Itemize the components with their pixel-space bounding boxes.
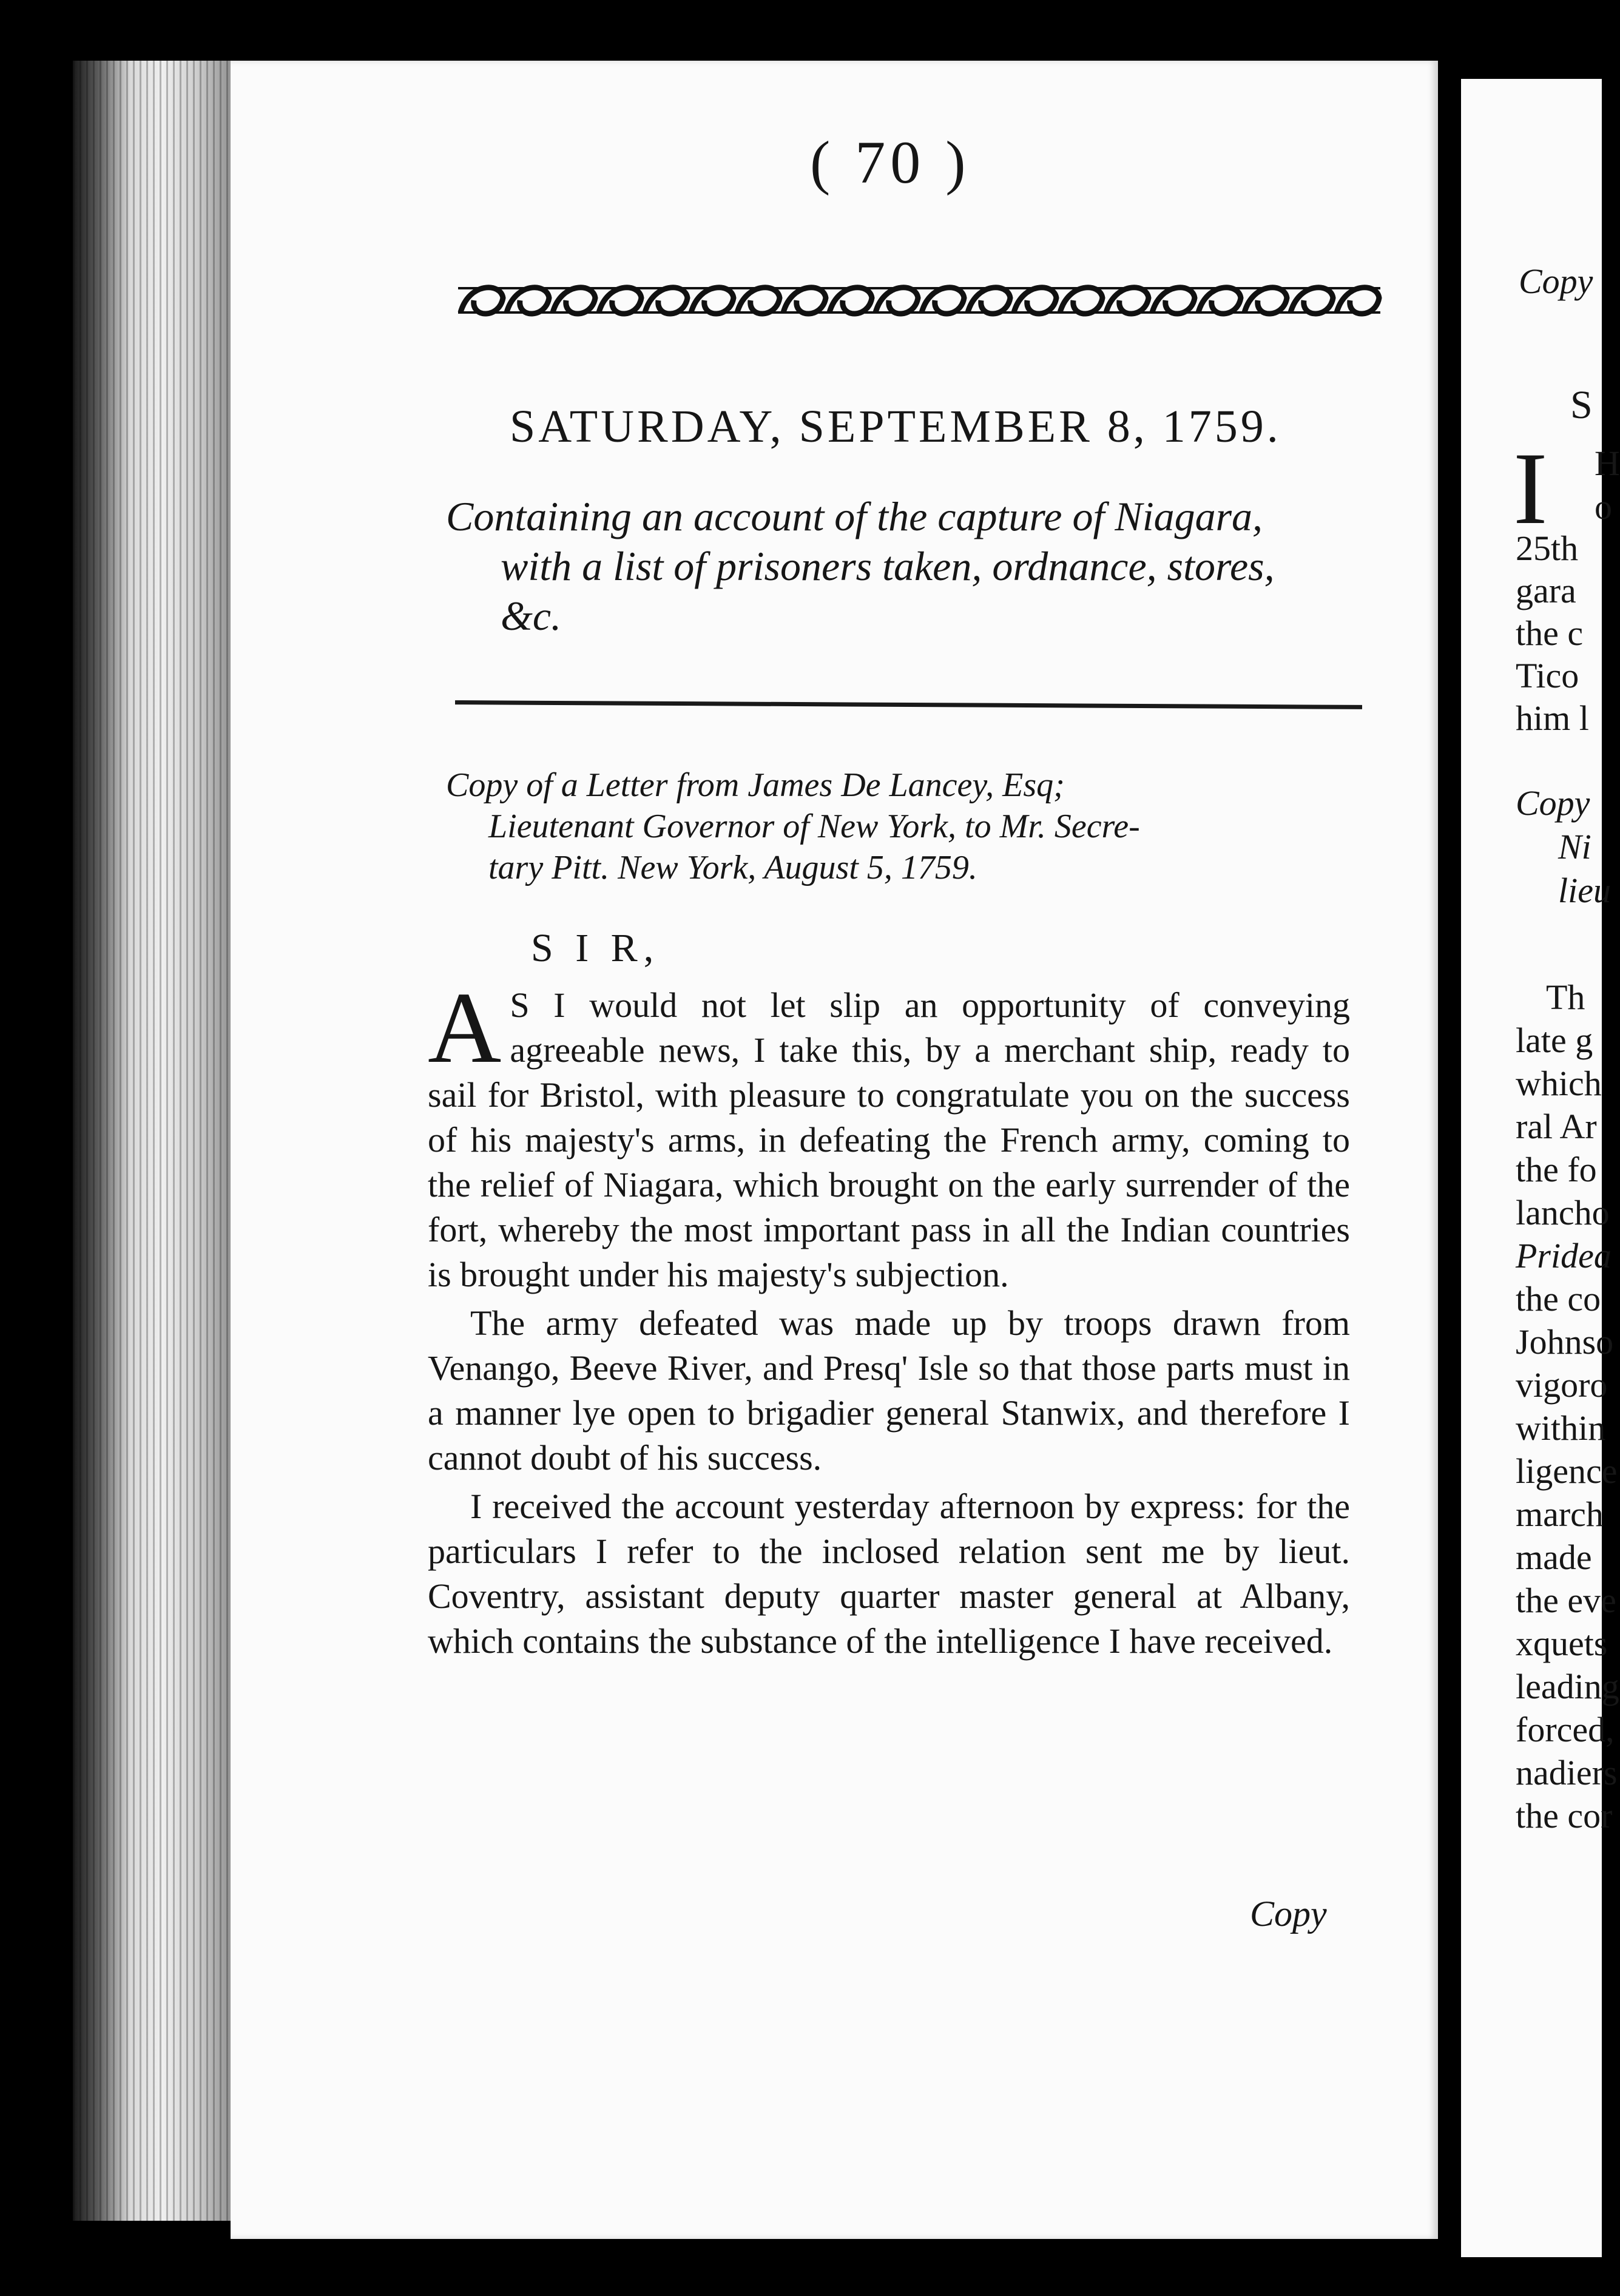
- date-heading: SATURDAY, SEPTEMBER 8, 1759.: [510, 401, 1281, 452]
- facing-page-header: Copy: [1519, 262, 1593, 301]
- facing-page-line: the eve: [1516, 1581, 1616, 1620]
- facing-page-line: late g: [1516, 1021, 1593, 1060]
- facing-page-line: xquets: [1516, 1624, 1608, 1663]
- paragraph: [428, 971, 1350, 1297]
- facing-page-line: march: [1516, 1494, 1604, 1534]
- facing-page-line: o: [1595, 487, 1612, 527]
- letter-intro-line: tary Pitt. New York, August 5, 1759.: [488, 849, 977, 886]
- catchword: Copy: [1250, 1894, 1327, 1934]
- letter-intro-line: Lieutenant Governor of New York, to Mr. Secre-: [488, 808, 1140, 845]
- facing-page-line: made: [1516, 1538, 1592, 1577]
- ornamental-border: [458, 276, 1380, 325]
- facing-page-line: forced,: [1516, 1710, 1615, 1749]
- page-number: ( 70 ): [810, 129, 971, 196]
- page-gutter: [1438, 79, 1461, 2257]
- letter-body: [428, 971, 1350, 1667]
- facing-page-line: nadiers: [1516, 1753, 1618, 1792]
- facing-page-line: lieu: [1558, 871, 1611, 910]
- facing-page-line: Johnso: [1516, 1322, 1614, 1362]
- facing-page: [1461, 79, 1620, 2257]
- paragraph-text: S I would not let slip an opportunity of conveying agreeable news, I take this, by a merchant ship, ready to sail for Bristol, with pleasure to congratulate you on the success of his majesty's arms, in defeating the French army, coming to the relief of Niagara, which brought on the early surrender of the fort, whereby the most important pass in all the Indian countries is brought under his majesty's subjection.: [428, 985, 1350, 1294]
- paragraph-text: The army defeated was made up by troops drawn from Venango, Beeve River, and Presq' Isle so that those parts must in a manner lye open to brigadier general Stanwix, and therefore I cannot doubt of his success.: [428, 1303, 1350, 1477]
- facing-page-line: the cor: [1516, 1796, 1613, 1835]
- subtitle-line: Containing an account of the capture of Niagara,: [446, 493, 1263, 539]
- paragraph-text: I received the account yesterday afternoon by express: for the particulars I refer to the inclosed relation sent me by lieut. Coventry, assistant deputy quarter master general at Albany, which contains the substance of the intelligence I have received.: [428, 1487, 1350, 1661]
- facing-page-line: Pridea: [1516, 1236, 1612, 1275]
- facing-page-line: Tico: [1516, 656, 1579, 695]
- facing-page-line: H: [1595, 444, 1620, 483]
- facing-page-line: the co: [1516, 1279, 1601, 1319]
- facing-page-line: ral Ar: [1516, 1107, 1597, 1146]
- facing-page-line: within: [1516, 1408, 1606, 1448]
- salutation: S I R,: [531, 926, 660, 970]
- facing-page-line: him l: [1516, 698, 1589, 738]
- paragraph: [428, 1301, 1350, 1481]
- letter-intro: [446, 765, 1380, 888]
- facing-page-line: Copy: [1516, 783, 1590, 823]
- facing-page-line: the c: [1516, 613, 1584, 653]
- facing-page-line: 25th: [1516, 528, 1579, 568]
- facing-page-line: leading: [1516, 1667, 1619, 1706]
- subtitle-line: &c.: [501, 593, 562, 639]
- facing-page-line: ligence: [1516, 1451, 1618, 1491]
- facing-page-line: Ni: [1558, 827, 1591, 866]
- facing-page-line: which: [1516, 1064, 1602, 1103]
- facing-page-line: gara: [1516, 571, 1576, 610]
- book-spine: [73, 61, 237, 2221]
- facing-page-line: vigoro: [1516, 1365, 1608, 1405]
- subtitle: [446, 491, 1392, 641]
- paragraph: [428, 1484, 1350, 1664]
- drop-cap: A: [428, 971, 502, 1084]
- facing-page-line: Th: [1546, 977, 1585, 1017]
- letter-intro-line: Copy of a Letter from James De Lancey, Esq;: [446, 766, 1065, 804]
- facing-page-drop-cap: I: [1513, 431, 1548, 545]
- facing-page-line: the fo: [1516, 1150, 1597, 1189]
- subtitle-line: with a list of prisoners taken, ordnance, stores,: [501, 543, 1275, 589]
- facing-page-line: lancho: [1516, 1193, 1610, 1232]
- facing-page-salutation: S: [1570, 383, 1593, 427]
